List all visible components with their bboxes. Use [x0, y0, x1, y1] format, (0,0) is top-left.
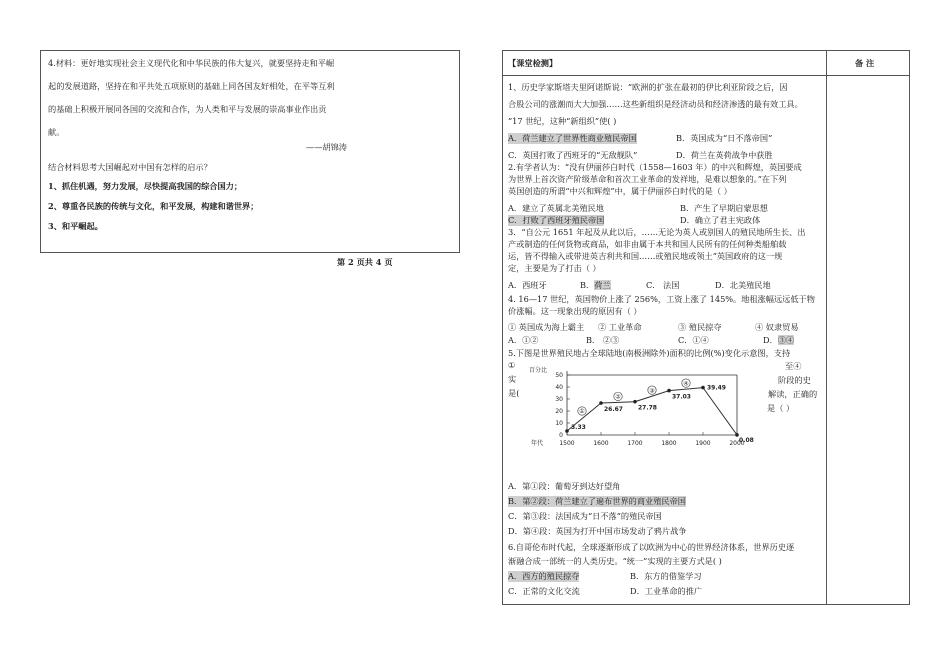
q3-option-c: C． 法国 — [646, 280, 680, 290]
data-label: 27.78 — [638, 404, 657, 412]
x-tick-label: 1600 — [593, 440, 609, 447]
x-tick-label: 1900 — [695, 440, 711, 447]
x-tick-label: 1800 — [661, 440, 677, 447]
q1-option-b: B．英国成为“日不落帝国” — [676, 133, 773, 143]
q4-line-1: 4. 16—17 世纪，英国物价上涨了 256%，工资上涨了 145%。地租涨幅远远低于物 — [508, 294, 815, 304]
q6-line-1: 6.自哥伦布时代起，全球逐渐形成了以欧洲为中心的世界经济体系，世界历史逐 — [508, 542, 795, 552]
data-point — [565, 429, 569, 433]
answer-3: 3、和平崛起。 — [48, 221, 103, 231]
q2-line-2: 为世界上首次资产阶级革命和首次工业革命的发祥地，是难以想象的。”在下列 — [508, 174, 787, 184]
q3-line-1: 3．“自公元 1651 年起及从此以后，……无论为英人或别国人的殖民地所生长、出 — [508, 227, 806, 237]
q3-option-a: A．西班牙 — [508, 280, 547, 290]
q5-side-left-3: 是( — [508, 388, 520, 398]
q2-option-d: D．确立了君主宪政体 — [680, 215, 761, 225]
q4-item-2: ② 工业革命 — [598, 322, 642, 332]
q3-line-4: 定，主要是为了打击（ ） — [508, 263, 601, 273]
q5-option-a: A．第①段：葡萄牙到达好望角 — [508, 481, 621, 491]
stage-label: ③ — [649, 387, 655, 395]
q1-line-2: 合股公司的涨潮而大大加强……这些新组织是经济动员和经济渗透的最有效工具。 — [508, 99, 803, 109]
question-text: 结合材料思考大国崛起对中国有怎样的启示？ — [48, 162, 212, 172]
q1-line-1: 1、历史学家斯塔夫里阿诺斯说：“欧洲的扩张在最初的伊比利亚阶段之后，因 — [508, 82, 788, 92]
material-line-2: 起的发展道路，坚持在和平共处五项原则的基础上同各国友好相处，在平等互利 — [48, 81, 335, 91]
data-point — [667, 389, 671, 393]
q6-option-d: D．工业革命的推广 — [630, 586, 703, 596]
q5-option-b: B．第②段：荷兰建立了遍布世界的商业殖民帝国 — [508, 496, 686, 506]
y-tick-label: 20 — [555, 408, 563, 415]
data-label: 39.49 — [707, 384, 726, 392]
y-tick-label: 10 — [555, 420, 563, 427]
material-line-4: 献。 — [48, 127, 65, 137]
q5-option-d: D．第④段：英国为打开中国市场发动了鸦片战争 — [508, 526, 687, 536]
q3-option-d: D．北美殖民地 — [715, 280, 771, 290]
x-tick-label: 1700 — [627, 440, 643, 447]
q4-item-1: ① 英国成为海上霸主 — [508, 322, 585, 332]
data-label: 0.08 — [739, 436, 754, 444]
q5-side-right-2: 阶段的史 — [778, 375, 811, 385]
x-tick-label: 2000 — [729, 440, 745, 447]
material-line-1: 4.材料：更好地实现社会主义现代化和中华民族的伟大复兴，就要坚持走和平崛 — [48, 58, 335, 68]
data-point — [633, 400, 637, 404]
q6-line-2: 渐融合成一部统一的人类历史。“统一”实现的主要方式是( ) — [508, 556, 722, 566]
q5-side-right-1: 至④ — [785, 361, 802, 371]
q5-side-left-2: 实 — [508, 374, 517, 384]
q4-option-a: A．①② — [508, 335, 539, 345]
colony-area-line-chart — [525, 365, 754, 460]
data-point — [599, 401, 603, 405]
q1-option-c: C．英国打败了西班牙的“无敌舰队” — [508, 150, 638, 160]
q4-line-2: 价涨幅。这一现象出现的原因有（ ） — [508, 306, 642, 316]
section-header: 【课堂检测】 — [508, 58, 558, 68]
q6-option-b: B．东方的借鉴学习 — [630, 571, 702, 581]
page-footer: 第 2 页共 4 页 — [337, 257, 393, 267]
material-line-3: 的基础上积极开展同各国的交流和合作，为人类和平与发展的崇高事业作出贡 — [48, 104, 327, 114]
stage-label: ① — [579, 408, 585, 416]
q5-option-c: C．第③段：法国成为“日不落”的殖民帝国 — [508, 511, 662, 521]
answer-2: 2、尊重各民族的传统与文化，和平发展，构建和谐世界； — [48, 201, 259, 211]
q4-option-b: B． ②③ — [586, 335, 620, 345]
q5-side-left-1: ① — [508, 360, 516, 370]
q3-option-b: B．荷兰 — [580, 280, 611, 290]
y-tick-label: 30 — [555, 396, 563, 403]
q6-option-c: C．正常的文化交流 — [508, 586, 580, 596]
q4-option-c: C．①④ — [678, 335, 709, 345]
q1-line-3: ”17 世纪，这种“新组织”使( ) — [508, 116, 617, 126]
x-axis-label: 年代 — [531, 440, 544, 447]
q4-item-4: ④ 奴隶贸易 — [755, 322, 799, 332]
attribution: ——胡锦涛 — [306, 142, 347, 152]
header-underline — [502, 75, 910, 76]
q1-option-a: A．荷兰建立了世界性商业殖民帝国 — [508, 133, 637, 143]
data-label: 26.67 — [604, 405, 623, 413]
q4-item-3: ③ 殖民掠夺 — [678, 322, 722, 332]
notes-header: 备 注 — [855, 58, 875, 68]
x-tick-label: 1500 — [559, 440, 575, 447]
q5-side-right-3: 解读，正确的 — [768, 389, 818, 399]
q2-line-3: 英国创造的所谓“中兴和辉煌”中，属于伊丽莎白时代的是（ ） — [508, 186, 732, 196]
q5-side-right-4: 是（ ） — [767, 403, 795, 413]
q2-option-a: A．建立了英属北美殖民地 — [508, 203, 604, 213]
answer-1: 1、抓住机遇，努力发展，尽快提高我国的综合国力； — [48, 181, 243, 191]
q5-line-1: 5.下图是世界殖民地占全球陆地(南极洲除外)面积的比例(%)变化示意图，支持 — [508, 348, 791, 358]
notes-column-divider — [826, 50, 827, 605]
q1-option-d: D．荷兰在英荷战争中获胜 — [676, 150, 773, 160]
data-point — [701, 386, 705, 390]
y-tick-label: 40 — [555, 384, 563, 391]
y-axis-label: 百分比 — [529, 367, 548, 374]
q4-option-d: D．③④ — [763, 335, 795, 345]
q6-option-a: A．西方的殖民掠夺 — [508, 571, 580, 581]
q3-option-b-text: 荷兰 — [594, 280, 611, 290]
stage-label: ② — [615, 393, 621, 401]
y-origin-label: 0 — [559, 432, 563, 439]
y-tick-label: 50 — [555, 372, 563, 379]
q2-option-b: B．产生了早期启蒙思想 — [680, 203, 768, 213]
q2-option-c: C．打败了西班牙殖民帝国 — [508, 215, 605, 225]
q2-line-1: 2.有学者认为：“没有伊丽莎白时代（1558—1603 年）的中兴和辉煌，英国要成 — [508, 162, 802, 172]
data-label: 37.03 — [672, 393, 691, 401]
stage-label: ④ — [683, 380, 689, 388]
q4-option-d-text: ③④ — [777, 335, 795, 345]
q3-line-3: 运，皆不得输入或带进英吉利共和国……或殖民地或领土”英国政府的这一规 — [508, 251, 783, 261]
q3-line-2: 产或制造的任何货物或商品，如非由属于本共和国人民所有的任何种类船舶载 — [508, 239, 787, 249]
data-label: 3.33 — [571, 424, 586, 432]
